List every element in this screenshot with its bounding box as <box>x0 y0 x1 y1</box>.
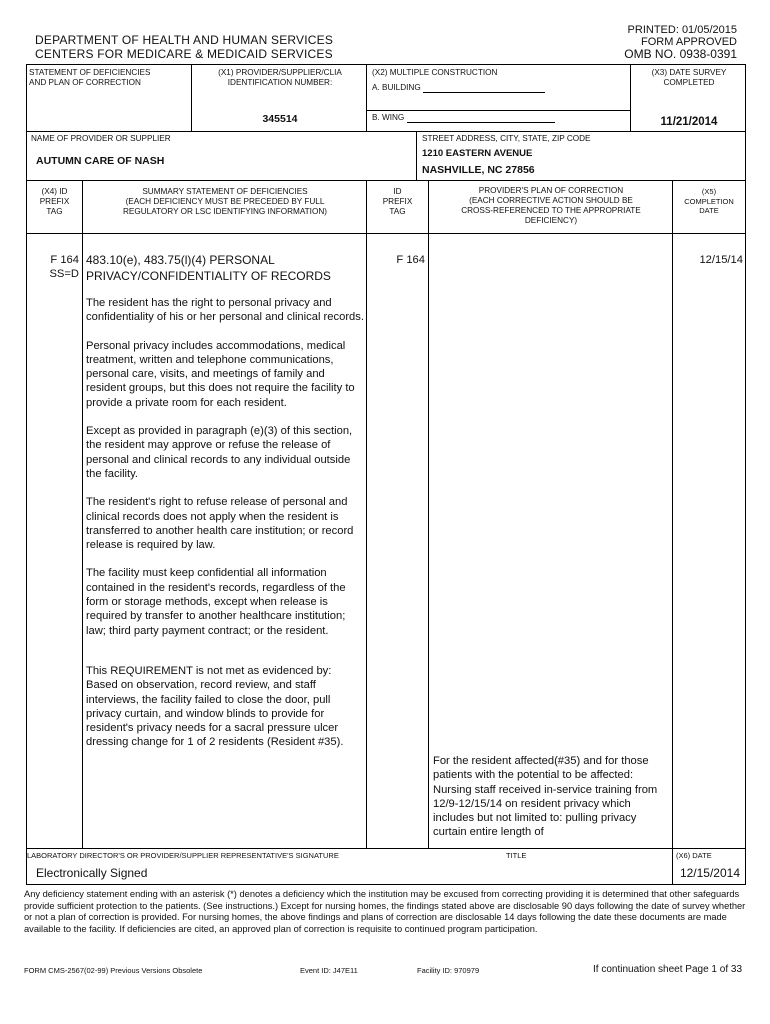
id-prefix-header: ID PREFIX TAG <box>382 187 413 216</box>
city-state-zip: NASHVILLE, NC 27856 <box>422 164 535 176</box>
requirement-statement: This REQUIREMENT is not met as evidenced by: <box>86 664 332 677</box>
x2-label: (X2) MULTIPLE CONSTRUCTION <box>372 68 498 77</box>
department-name: DEPARTMENT OF HEALTH AND HUMAN SERVICES <box>35 33 334 47</box>
form-info <box>624 24 737 60</box>
deficiency-summary <box>86 253 364 750</box>
provider-name: AUTUMN CARE OF NASH <box>36 155 165 167</box>
event-id: Event ID: J47E11 <box>300 966 358 975</box>
regulation-title: 483.10(e), 483.75(l)(4) PERSONAL PRIVACY/CONFIDENTIALITY OF RECORDS <box>86 253 331 283</box>
table-bottom-border <box>26 884 746 885</box>
completion-date: 12/15/14 <box>699 254 743 266</box>
form-number: FORM CMS-2567(02-99) Previous Versions Obsolete <box>24 966 203 975</box>
col-divider <box>630 64 631 131</box>
street-address: 1210 EASTERN AVENUE <box>422 148 533 159</box>
paragraph: The resident's right to refuse release of personal and clinical records does not apply when the resident is transferred to another health care institution; or record release is required by law. <box>86 496 354 552</box>
col-divider <box>366 64 367 131</box>
row-divider <box>366 110 630 111</box>
x5-header: (X5) COMPLETION DATE <box>684 187 734 215</box>
row-divider <box>26 233 746 234</box>
provider-label: NAME OF PROVIDER OR SUPPLIER <box>31 134 171 143</box>
paragraph: Except as provided in paragraph (e)(3) of this section, the resident may approve or refuse the release of personal and clinical records to any individual outside the facility. <box>86 425 353 480</box>
facility-id: Facility ID: 970979 <box>417 966 480 975</box>
x3-label: (X3) DATE SURVEY COMPLETED <box>651 68 727 87</box>
signature-date: 12/15/2014 <box>679 866 740 880</box>
signature-value: Electronically Signed <box>36 866 148 880</box>
agency-name: CENTERS FOR MEDICARE & MEDICAID SERVICES <box>35 47 333 61</box>
findings-statement: Based on observation, record review, and staff interviews, the facility failed to close the door, pull privacy curtain, and window blinds to provide for resident's privacy needs for a sacral pressure ulcer dressing change for 1 of 2 residents (Resident #35). <box>86 679 344 749</box>
address-label: STREET ADDRESS, CITY, STATE, ZIP CODE <box>422 134 591 143</box>
printed-date: PRINTED: 01/05/2015 <box>627 24 737 36</box>
col-divider <box>82 180 83 848</box>
x1-label: (X1) PROVIDER/SUPPLIER/CLIA IDENTIFICATION NUMBER: <box>218 68 342 87</box>
table-right-border <box>745 64 746 884</box>
provider-id-number: 345514 <box>262 113 298 125</box>
paragraph: The facility must keep confidential all information contained in the resident's records, regardless of the form or storage methods, except when release is required by transfer to another healthcare institution; law; third party payment contract; or the resident. <box>86 567 346 637</box>
row-divider <box>26 131 746 132</box>
col-divider <box>672 848 673 884</box>
col-divider <box>191 64 192 131</box>
department-header <box>35 33 333 61</box>
form-approved: FORM APPROVED <box>641 36 737 48</box>
table-top-border <box>26 64 746 65</box>
survey-date: 11/21/2014 <box>660 116 718 128</box>
plan-header: PROVIDER'S PLAN OF CORRECTION (EACH CORRECTIVE ACTION SHOULD BE CROSS-REFERENCED TO THE APPROPRIATE DEFICIENCY) <box>461 186 641 225</box>
row-divider <box>26 180 746 181</box>
plan-of-correction-text: For the resident affected(#35) and for those patients with the potential to be affected: Nursing staff received in-service training from 12/9-12/15/14 on resident privacy which includes but not limited to: pulling privacy curtain entire length of <box>433 755 658 839</box>
col-divider <box>366 180 367 848</box>
paragraph: Personal privacy includes accommodations, medical treatment, written and telephone communications, personal care, visits, and meetings of family and resident groups, but this does not require the facility to provide a private room for each resident. <box>86 339 355 409</box>
omb-number: OMB NO. 0938-0391 <box>624 47 737 61</box>
title-label: TITLE <box>506 851 527 860</box>
paragraph: The resident has the right to personal privacy and confidentiality of his or her personal and clinical records. <box>86 297 364 324</box>
summary-header: SUMMARY STATEMENT OF DEFICIENCIES (EACH DEFICIENCY MUST BE PRECEDED BY FULL REGULATORY OR LSC IDENTIFYING INFORMATION) <box>123 187 327 216</box>
col-divider <box>672 180 673 848</box>
col-divider <box>428 180 429 848</box>
page-indicator: If continuation sheet Page 1 of 33 <box>593 964 742 975</box>
deficiency-tag: F 164 SS=D <box>49 254 79 281</box>
col-divider <box>416 131 417 180</box>
x4-header: (X4) ID PREFIX TAG <box>39 187 70 216</box>
x6-date-label: (X6) DATE <box>676 851 712 860</box>
row-divider <box>26 848 746 849</box>
id-tag: F 164 <box>396 254 425 266</box>
wing-field: B. WING <box>372 113 555 123</box>
building-field: A. BUILDING <box>372 83 545 93</box>
disclaimer-text: Any deficiency statement ending with an asterisk (*) denotes a deficiency which the institution may be excused from correcting providing it is determined that other safeguards provide sufficient protection to the patients. (See instructions.) Except for nursing homes, the findings stated above are disclosable 90 days following the date of survey whether or not a plan of correction is provided. For nursing homes, the above findings and plans of correction are disclosable 14 days following the date these documents are made available to the facility. If deficiencies are cited, an approved plan of correction is requisite to continued program participation. <box>24 889 746 934</box>
statement-label: STATEMENT OF DEFICIENCIES AND PLAN OF CORRECTION <box>29 68 151 87</box>
signature-label: LABORATORY DIRECTOR'S OR PROVIDER/SUPPLIER REPRESENTATIVE'S SIGNATURE <box>27 851 339 860</box>
